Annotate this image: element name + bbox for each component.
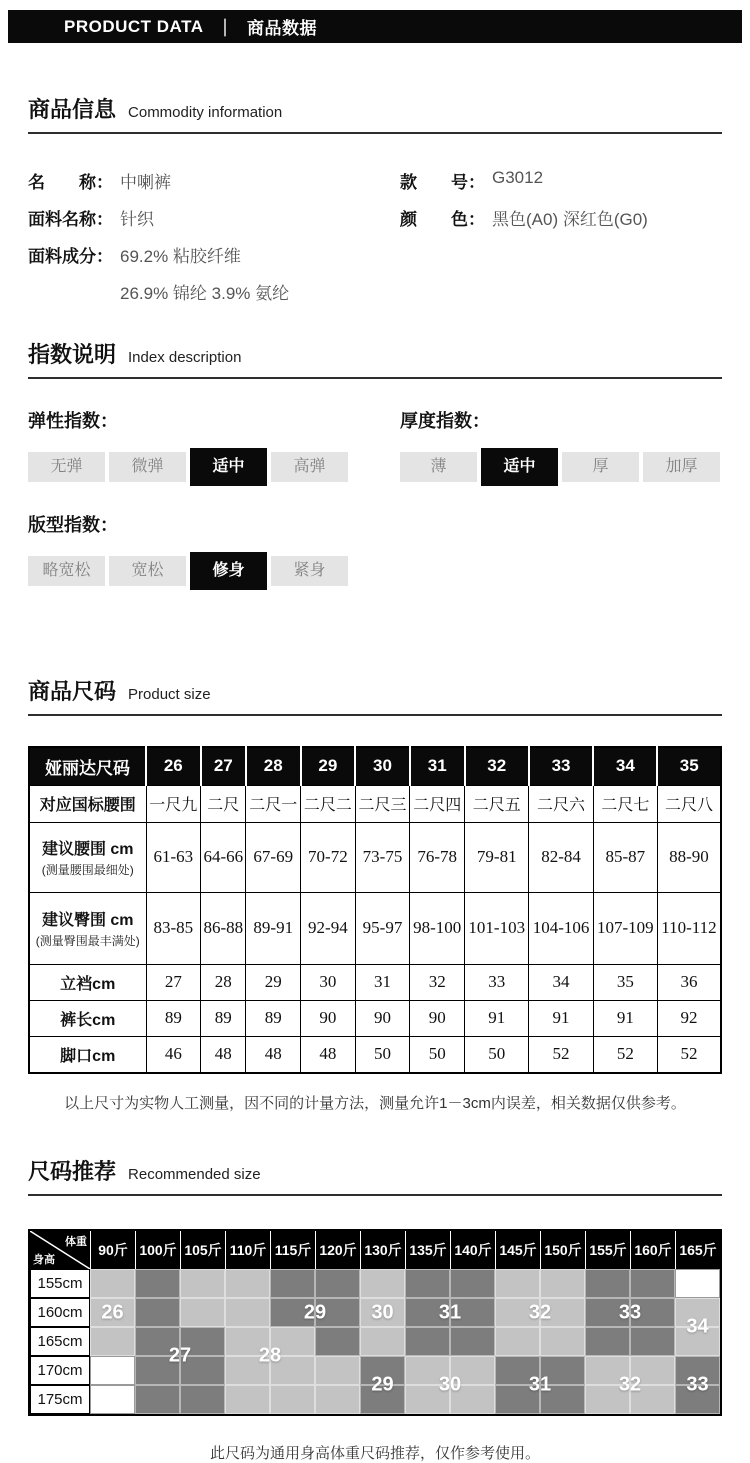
elasticity-chip-row (28, 447, 400, 487)
weight-column-header: 120斤 (315, 1231, 360, 1269)
size-column-header: 26 (146, 747, 201, 785)
recommend-grid-cell (450, 1269, 495, 1298)
size-value-cell: 89 (146, 1000, 201, 1036)
recommend-table-note: 此尺码为通用身高体重尺码推荐，仅作参考使用。 (209, 1445, 540, 1462)
size-value-cell: 52 (657, 1036, 721, 1073)
recommended-size-number: 33 (618, 1301, 642, 1323)
size-value-cell: 二尺三 (355, 785, 410, 822)
size-value-cell: 82-84 (529, 822, 593, 892)
elasticity-index-group (28, 407, 400, 487)
size-value-cell: 46 (146, 1036, 201, 1073)
fit-index-label: 版型指数： (28, 515, 118, 535)
recommend-grid-cell (450, 1298, 495, 1327)
size-value-cell: 86-88 (201, 892, 246, 964)
recommend-grid-cell (675, 1298, 720, 1327)
index-option-selected: 适中 (481, 448, 558, 486)
height-row-label: 160cm (30, 1298, 90, 1327)
weight-column-header: 130斤 (360, 1231, 405, 1269)
size-value-cell: 50 (410, 1036, 465, 1073)
field-label-style-no: 款 号： (400, 173, 485, 192)
size-value-cell: 79-81 (465, 822, 529, 892)
size-value-cell: 34 (529, 964, 593, 1000)
field-label-color: 颜 色： (400, 210, 485, 229)
size-value-cell: 83-85 (146, 892, 201, 964)
weight-column-header: 135斤 (405, 1231, 450, 1269)
size-column-header: 娅丽达尺码 (29, 747, 146, 785)
index-option-selected: 修身 (190, 552, 267, 590)
recommend-grid-cell (360, 1298, 405, 1327)
recommend-grid-cell (135, 1356, 180, 1385)
recommend-grid-cell (270, 1327, 315, 1356)
size-table-row (29, 1036, 721, 1073)
weight-column-header: 145斤 (495, 1231, 540, 1269)
field-value-color: 黑色(A0) 深红色(G0) (492, 210, 648, 229)
weight-column-header: 140斤 (450, 1231, 495, 1269)
recommended-size-number: 32 (528, 1301, 552, 1323)
size-value-cell: 91 (593, 1000, 657, 1036)
fit-index-group (28, 511, 400, 591)
info-row (28, 236, 722, 273)
size-value-cell: 52 (593, 1036, 657, 1073)
size-value-cell: 104-106 (529, 892, 593, 964)
recommend-grid-cell (630, 1269, 675, 1298)
size-value-cell: 48 (246, 1036, 301, 1073)
recommend-grid-cell (90, 1356, 135, 1385)
recommend-grid-cell (405, 1327, 450, 1356)
recommend-grid-cell (135, 1269, 180, 1298)
recommended-size-number: 29 (371, 1373, 394, 1396)
height-row-label: 165cm (30, 1327, 90, 1356)
recommended-size-number: 32 (618, 1373, 642, 1396)
recommended-size-number: 34 (686, 1315, 709, 1338)
recommended-size-number: 27 (168, 1344, 192, 1367)
recommended-size-number: 30 (438, 1373, 462, 1396)
product-size-heading (28, 675, 722, 706)
size-value-cell: 27 (146, 964, 201, 1000)
size-value-cell: 二尺二 (301, 785, 356, 822)
size-value-cell: 二尺八 (657, 785, 721, 822)
field-label-fabric-name: 面料名称： (28, 210, 113, 229)
row-label: 建议腰围 cm (测量腰围最细处) (29, 822, 146, 892)
size-value-cell: 二尺 (201, 785, 246, 822)
recommended-size-heading (28, 1155, 722, 1186)
size-value-cell: 95-97 (355, 892, 410, 964)
row-label: 建议臀围 cm (测量臀围最丰满处) (29, 892, 146, 964)
field-value-name: 中喇裤 (120, 173, 171, 192)
size-column-header: 32 (465, 747, 529, 785)
size-value-cell: 31 (355, 964, 410, 1000)
recommend-grid-cell (270, 1356, 315, 1385)
weight-column-header: 90斤 (90, 1231, 135, 1269)
size-value-cell: 92 (657, 1000, 721, 1036)
recommend-grid-cell (585, 1356, 630, 1385)
size-table-row (29, 785, 721, 822)
recommend-grid-cell (450, 1327, 495, 1356)
recommend-grid-cell (270, 1298, 315, 1327)
size-table-note: 以上尺寸为实物人工测量，因不同的计量方法，测量允许1－3cm内误差，相关数据仅供参考。 (64, 1095, 686, 1112)
recommend-grid-cell (450, 1356, 495, 1385)
recommend-grid-cell (180, 1298, 225, 1327)
row-label: 对应国标腰围 (29, 785, 146, 822)
size-value-cell: 50 (465, 1036, 529, 1073)
recommend-grid-cell (135, 1327, 180, 1356)
corner-weight-label: 体重 (65, 1236, 87, 1248)
recommended-size-number: 29 (303, 1301, 327, 1323)
size-value-cell: 76-78 (410, 822, 465, 892)
recommend-grid-cell (315, 1269, 360, 1298)
size-value-cell: 89 (201, 1000, 246, 1036)
banner-title-zh: 商品数据 (246, 19, 317, 38)
corner-height-label: 身高 (33, 1254, 55, 1266)
size-value-cell: 85-87 (593, 822, 657, 892)
size-value-cell: 二尺五 (465, 785, 529, 822)
recommend-grid-cell (360, 1269, 405, 1298)
size-value-cell: 50 (355, 1036, 410, 1073)
size-value-cell: 91 (465, 1000, 529, 1036)
elasticity-index-label: 弹性指数： (28, 411, 118, 431)
heading-en: Commodity information (128, 104, 283, 121)
size-column-header: 33 (529, 747, 593, 785)
size-column-header: 27 (201, 747, 246, 785)
recommend-grid-cell (90, 1298, 135, 1327)
height-row-label: 170cm (30, 1356, 90, 1385)
recommended-size-number: 31 (438, 1301, 462, 1323)
size-value-cell: 二尺四 (410, 785, 465, 822)
recommend-grid-cell (315, 1356, 360, 1385)
size-value-cell: 61-63 (146, 822, 201, 892)
weight-column-header: 155斤 (585, 1231, 630, 1269)
recommend-grid-cell (630, 1298, 675, 1327)
recommended-size-number: 33 (686, 1373, 709, 1396)
index-option: 略宽松 (28, 556, 105, 586)
recommend-grid-cell (495, 1327, 540, 1356)
recommend-row (30, 1269, 720, 1298)
size-column-header: 31 (410, 747, 465, 785)
recommend-table-header (30, 1231, 720, 1269)
size-value-cell: 67-69 (246, 822, 301, 892)
recommend-table (28, 1229, 722, 1416)
index-option: 薄 (400, 452, 477, 482)
size-value-cell: 32 (410, 964, 465, 1000)
size-value-cell: 48 (201, 1036, 246, 1073)
size-value-cell: 107-109 (593, 892, 657, 964)
recommend-grid-cell (225, 1298, 270, 1327)
row-label: 裤长cm (29, 1000, 146, 1036)
size-value-cell: 35 (593, 964, 657, 1000)
weight-column-header: 105斤 (180, 1231, 225, 1269)
size-table-row (29, 822, 721, 892)
size-value-cell: 64-66 (201, 822, 246, 892)
field-value-fabric-name: 针织 (120, 210, 154, 229)
row-label: 立裆cm (29, 964, 146, 1000)
commodity-info-heading (28, 93, 722, 124)
size-column-header: 34 (593, 747, 657, 785)
size-value-cell: 二尺六 (529, 785, 593, 822)
recommend-grid-cell (540, 1298, 585, 1327)
size-value-cell: 73-75 (355, 822, 410, 892)
weight-column-header: 150斤 (540, 1231, 585, 1269)
index-option: 紧身 (271, 556, 348, 586)
section-divider (28, 1194, 722, 1196)
index-option-selected: 适中 (190, 448, 267, 486)
size-value-cell: 90 (410, 1000, 465, 1036)
size-value-cell: 二尺一 (246, 785, 301, 822)
field-label-composition: 面料成分： (28, 247, 113, 266)
corner-cell (30, 1231, 90, 1269)
size-value-cell: 101-103 (465, 892, 529, 964)
size-column-header: 29 (301, 747, 356, 785)
size-value-cell: 30 (301, 964, 356, 1000)
size-value-cell: 二尺七 (593, 785, 657, 822)
fit-chip-row (28, 551, 400, 591)
size-table-row (29, 1000, 721, 1036)
recommend-grid-cell (135, 1298, 180, 1327)
info-row (28, 273, 722, 310)
commodity-info-fields (28, 162, 722, 310)
weight-column-header: 165斤 (675, 1231, 720, 1269)
size-table (28, 746, 722, 1074)
weight-column-header: 115斤 (270, 1231, 315, 1269)
size-value-cell: 90 (301, 1000, 356, 1036)
field-label-blank (28, 279, 120, 304)
recommend-grid-cell (360, 1356, 405, 1385)
heading-zh: 指数说明 (28, 342, 117, 367)
heading-en: Recommended size (128, 1166, 261, 1183)
size-value-cell: 70-72 (301, 822, 356, 892)
recommend-grid-cell (675, 1269, 720, 1298)
size-value-cell: 89-91 (246, 892, 301, 964)
recommend-grid-cell (225, 1356, 270, 1385)
heading-en: Product size (128, 686, 211, 703)
recommend-grid-cell (495, 1298, 540, 1327)
field-value-composition-1: 69.2% 粘胶纤维 (120, 247, 241, 266)
thickness-chip-row (400, 447, 722, 487)
size-table-row (29, 892, 721, 964)
recommend-grid-cell (630, 1327, 675, 1356)
size-column-header: 30 (355, 747, 410, 785)
heading-zh: 尺码推荐 (28, 1159, 117, 1184)
index-option: 加厚 (643, 452, 720, 482)
recommend-grid-cell (675, 1356, 720, 1385)
recommended-size-number: 31 (528, 1373, 552, 1396)
recommend-grid-cell (585, 1298, 630, 1327)
recommend-grid-cell (540, 1327, 585, 1356)
size-value-cell: 33 (465, 964, 529, 1000)
info-row (28, 199, 722, 236)
size-column-header: 28 (246, 747, 301, 785)
heading-zh: 商品信息 (28, 97, 117, 122)
field-value-composition-2: 26.9% 锦纶 3.9% 氨纶 (120, 284, 290, 303)
recommend-grid-cell (180, 1356, 225, 1385)
index-description-heading (28, 338, 722, 369)
size-value-cell: 28 (201, 964, 246, 1000)
recommend-grid-cell (405, 1356, 450, 1385)
recommend-grid-cell (225, 1269, 270, 1298)
size-value-cell: 48 (301, 1036, 356, 1073)
index-option: 无弹 (28, 452, 105, 482)
section-divider (28, 714, 722, 716)
recommend-grid-cell (675, 1327, 720, 1356)
index-option: 宽松 (109, 556, 186, 586)
recommend-row (30, 1356, 720, 1385)
recommend-grid-cell (540, 1269, 585, 1298)
recommend-table-body (30, 1269, 720, 1414)
size-table-header (29, 747, 721, 785)
recommend-grid-cell (180, 1327, 225, 1356)
heading-en: Index description (128, 349, 242, 366)
recommended-size-number: 30 (371, 1301, 394, 1323)
recommended-size-number: 28 (258, 1344, 282, 1367)
size-value-cell: 29 (246, 964, 301, 1000)
field-label-name: 名 称： (28, 173, 113, 192)
recommend-grid-cell (540, 1356, 585, 1385)
recommend-grid-cell (315, 1298, 360, 1327)
recommend-grid-cell (630, 1356, 675, 1385)
size-value-cell: 一尺九 (146, 785, 201, 822)
recommend-grid-cell (360, 1327, 405, 1356)
size-value-cell: 89 (246, 1000, 301, 1036)
section-divider (28, 132, 722, 134)
thickness-index-group (400, 407, 722, 487)
weight-column-header: 100斤 (135, 1231, 180, 1269)
recommend-grid-cell (90, 1269, 135, 1298)
height-row-label: 155cm (30, 1269, 90, 1298)
recommend-grid-cell (225, 1327, 270, 1356)
size-value-cell: 36 (657, 964, 721, 1000)
size-table-body (29, 785, 721, 1073)
recommend-grid-cell (180, 1269, 225, 1298)
product-data-banner (8, 10, 742, 43)
size-value-cell: 90 (355, 1000, 410, 1036)
index-option: 微弹 (109, 452, 186, 482)
weight-column-header: 160斤 (630, 1231, 675, 1269)
size-value-cell: 52 (529, 1036, 593, 1073)
index-option: 高弹 (271, 452, 348, 482)
info-row (28, 162, 722, 199)
recommend-grid-cell (90, 1327, 135, 1356)
size-value-cell: 110-112 (657, 892, 721, 964)
banner-title-en: PRODUCT DATA (64, 16, 204, 36)
size-value-cell: 88-90 (657, 822, 721, 892)
recommended-size-number: 26 (101, 1301, 124, 1323)
size-value-cell: 91 (529, 1000, 593, 1036)
height-row-label: 175cm (30, 1385, 90, 1414)
recommend-grid-cell (495, 1356, 540, 1385)
recommend-grid-cell (315, 1327, 360, 1356)
size-value-cell: 92-94 (301, 892, 356, 964)
recommend-grid-cell (585, 1269, 630, 1298)
recommend-row (30, 1327, 720, 1356)
recommend-row (30, 1298, 720, 1327)
recommend-grid-cell (270, 1269, 315, 1298)
size-value-cell: 98-100 (410, 892, 465, 964)
recommend-grid-cell (585, 1327, 630, 1356)
field-value-style-no: G3012 (492, 168, 544, 187)
size-table-row (29, 964, 721, 1000)
thickness-index-label: 厚度指数： (400, 411, 490, 431)
banner-separator: ｜ (216, 19, 234, 38)
recommend-grid-cell (495, 1269, 540, 1298)
index-option: 厚 (562, 452, 639, 482)
recommend-grid-cell (405, 1269, 450, 1298)
size-column-header: 35 (657, 747, 721, 785)
weight-column-header: 110斤 (225, 1231, 270, 1269)
section-divider (28, 377, 722, 379)
heading-zh: 商品尺码 (28, 679, 117, 704)
recommend-grid-cell (405, 1298, 450, 1327)
row-label: 脚口cm (29, 1036, 146, 1073)
